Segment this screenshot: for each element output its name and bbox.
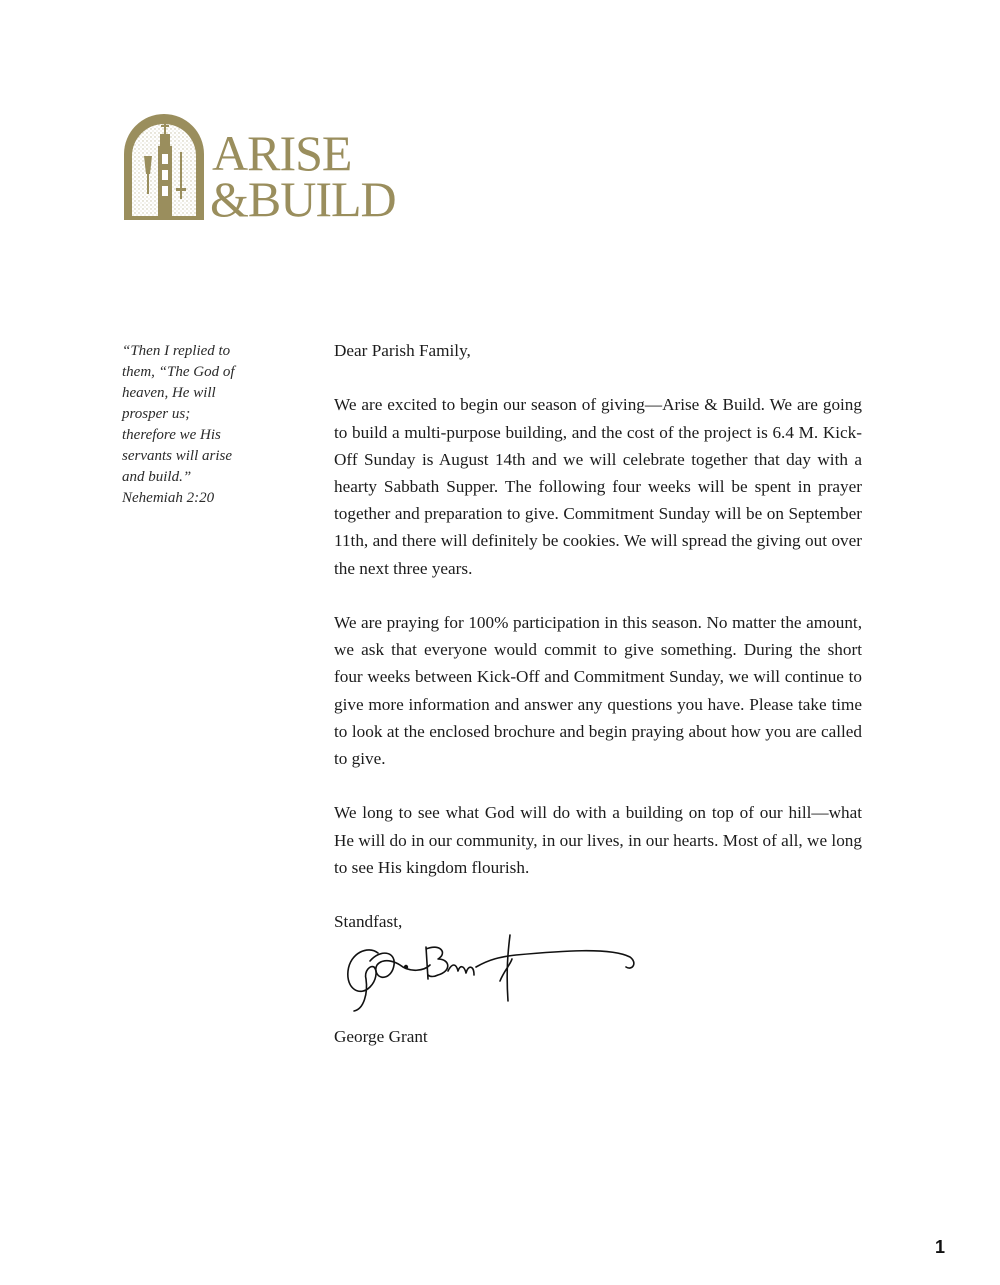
letter-paragraph: We long to see what God will do with a building on top of our hill—what He will do in our community, in our lives, in our hearts. Most of all, we long to see His kingdom flourish. <box>334 803 862 877</box>
letter-paragraph: We are praying for 100% participation in this season. No matter the amount, we ask that everyone would commit to give something. During the short four weeks between Kick-Off and Commitment Sunday, we will continue to give more information and answer any questions you have. Please take time to look at the enclosed brochure and begin praying about how you are called to give. <box>334 613 862 769</box>
quote-citation: Nehemiah 2:20 <box>122 490 215 506</box>
handwritten-signature <box>340 931 640 1023</box>
church-tower-arch-icon <box>122 112 206 222</box>
letter-paragraph: We are excited to begin our season of giving—Arise & Build. We are going to build a multi-purpose building, and the cost of the project is 6.4 M. Kick-Off Sunday is August 14th and we will celebrate together that day with a hearty Sabbath Supper. The following four weeks will be spent in prayer together and preparation to give. Commitment Sunday will be on September 11th, and there will definitely be cookies. We will spread the giving out over the next three years. <box>334 395 862 578</box>
quote-line: therefore we His <box>122 427 221 443</box>
signer-name: George Grant <box>334 1027 428 1047</box>
quote-line: servants will arise <box>122 448 233 464</box>
logo-word-arise: ARISE <box>212 125 352 181</box>
salutation: Dear Parish Family, <box>334 341 471 360</box>
page-number: 1 <box>934 1237 945 1257</box>
logo-word-build: &BUILD <box>210 171 396 227</box>
quote-line: heaven, He will <box>122 385 216 401</box>
scripture-quote <box>122 341 247 509</box>
quote-line: prosper us; <box>122 406 191 422</box>
quote-line: “Then I replied to <box>122 343 231 359</box>
quote-line: them, “The God of <box>122 364 235 380</box>
closing: Standfast, <box>334 912 403 932</box>
quote-line: and build.” <box>122 469 192 485</box>
arise-and-build-logo <box>122 112 422 227</box>
letter-body <box>334 337 862 1078</box>
